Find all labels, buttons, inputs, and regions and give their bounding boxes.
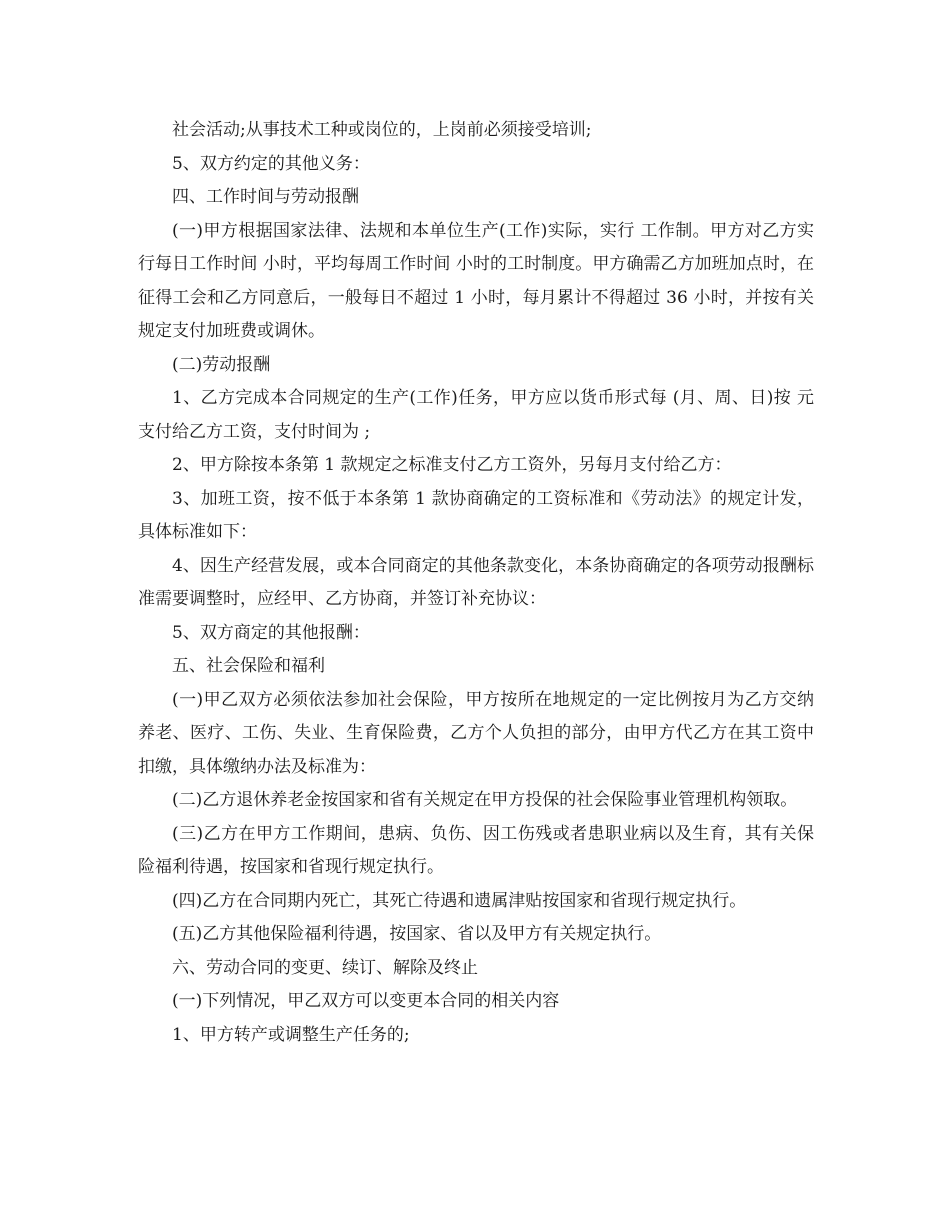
paragraph-change-item-1: 1、甲方转产或调整生产任务的; [172,1024,410,1045]
paragraph-other-duties: 5、双方约定的其他义务： [172,153,370,174]
section-heading-social-insurance: 五、社会保险和福利 [172,656,325,676]
subheading-labor-pay: (二)劳动报酬 [172,354,271,375]
paragraph-pay-item-4: 4、因生产经营发展，或本合同商定的其他条款变化，本条协商确定的各项劳动报酬标准需要调整时，应经甲、乙方协商，并签订补充协议： [138,555,814,609]
paragraph-pay-item-3: 3、加班工资，按不低于本条第 1 款协商确定的工资标准和《劳动法》的规定计发，具体标准如下： [138,488,814,542]
paragraph-insurance-2: (二)乙方退休养老金按国家和省有关规定在甲方投保的社会保险事业管理机构领取。 [172,790,798,810]
paragraph-pay-item-5: 5、双方商定的其他报酬： [172,622,370,643]
section-heading-work-hours-pay: 四、工作时间与劳动报酬 [172,187,359,207]
paragraph-training-duty: 社会活动;从事技术工种或岗位的，上岗前必须接受培训; [172,120,592,140]
paragraph-insurance-5: (五)乙方其他保险福利待遇，按国家、省以及甲方有关规定执行。 [172,924,662,944]
paragraph-work-hours: (一)甲方根据国家法律、法规和本单位生产(工作)实际，实行 工作制。甲方对乙方实行每日工作时间 小时，平均每周工作时间 小时的工时制度。甲方确需乙方加班加点时，在征得工会和乙方同意后，一般每日不超过 1 小时，每月累计不得超过 36 小时，并按有关规定支付加班费或调休。 [138,220,814,341]
paragraph-insurance-4: (四)乙方在合同期内死亡，其死亡待遇和遗属津贴按国家和省现行规定执行。 [172,890,747,911]
paragraph-pay-item-1: 1、乙方完成本合同规定的生产(工作)任务，甲方应以货币形式每 (月、周、日)按 元支付给乙方工资，支付时间为 ; [138,388,814,442]
paragraph-insurance-3: (三)乙方在甲方工作期间，患病、负伤、因工伤残或者患职业病以及生育，其有关保险福利待遇，按国家和省现行规定执行。 [138,823,814,877]
paragraph-change-conditions: (一)下列情况，甲乙双方可以变更本合同的相关内容 [172,991,560,1011]
section-heading-contract-changes: 六、劳动合同的变更、续订、解除及终止 [172,957,478,978]
paragraph-insurance-1: (一)甲乙双方必须依法参加社会保险，甲方按所在地规定的一定比例按月为乙方交纳养老、医疗、工伤、失业、生育保险费，乙方个人负担的部分，由甲方代乙方在其工资中扣缴，具体缴纳办法及标准为： [138,689,814,777]
paragraph-pay-item-2: 2、甲方除按本条第 1 款规定之标准支付乙方工资外，另每月支付给乙方： [172,455,732,475]
document-body [138,114,814,1052]
